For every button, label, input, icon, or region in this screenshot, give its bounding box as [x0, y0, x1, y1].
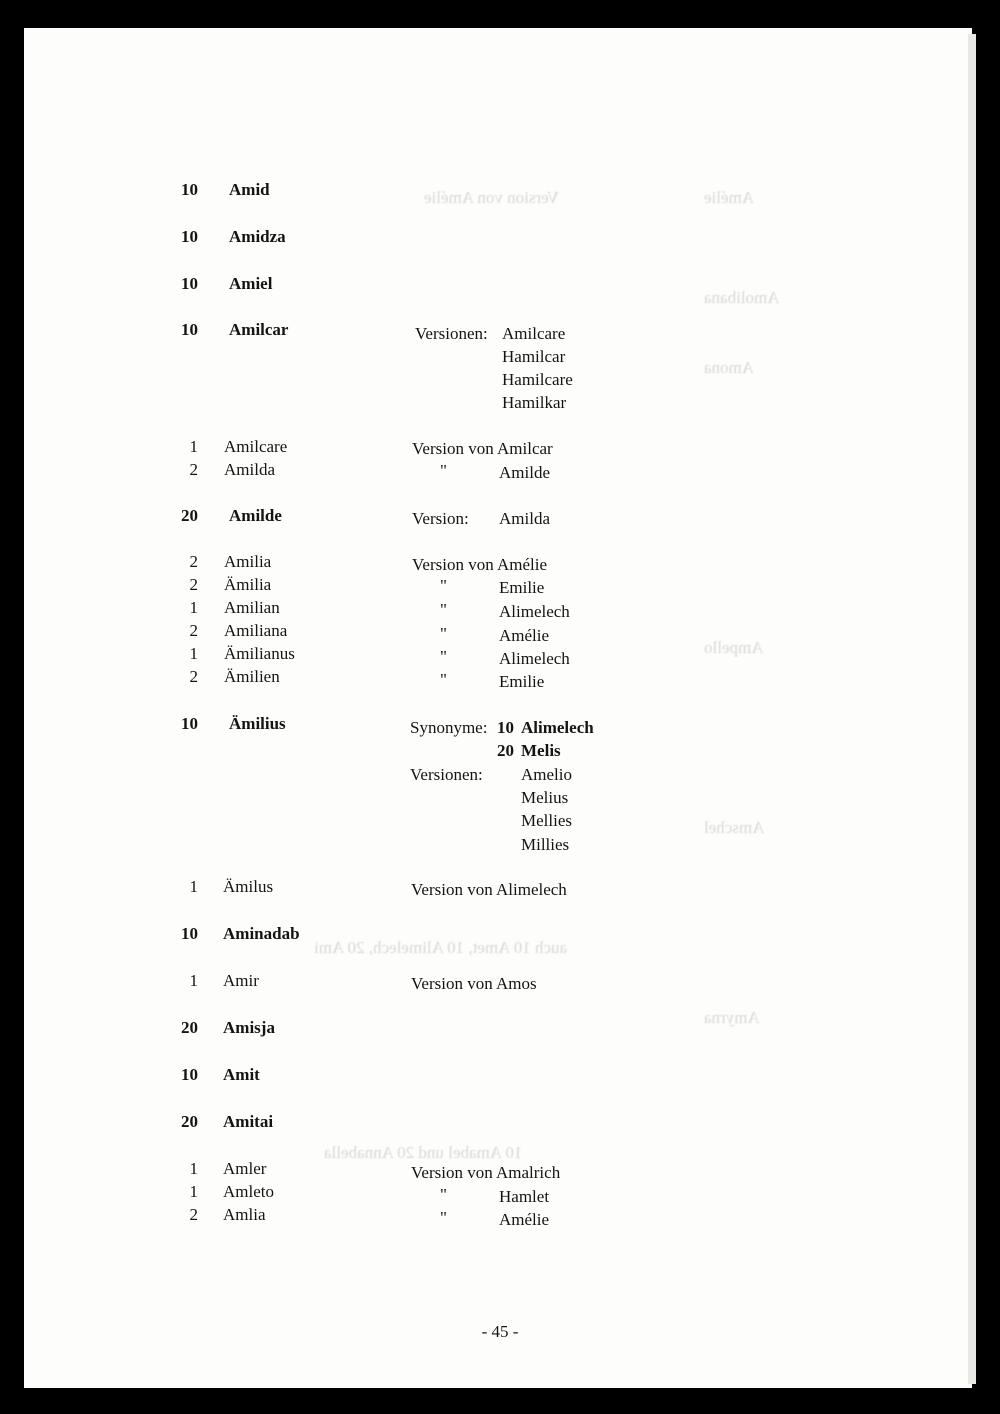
- note-value: Mellies: [521, 811, 572, 830]
- entry-number: 10: [181, 1065, 198, 1084]
- entry-name: Amler: [223, 1159, 267, 1178]
- note-label: Version:: [412, 509, 469, 528]
- synonym-name: Melis: [521, 741, 561, 760]
- entry-number: 1: [189, 644, 198, 663]
- entry-number: 1: [189, 971, 198, 990]
- note-value: Emilie: [499, 578, 545, 597]
- entry-name: Amilia: [224, 552, 272, 571]
- ditto-mark: ": [440, 576, 447, 595]
- bleed-through-text: 10 Amabel und 20 Annabella: [324, 1143, 523, 1162]
- entry-name: Amid: [229, 180, 270, 199]
- note-value: Melius: [521, 788, 569, 807]
- synonym-number: 20: [497, 741, 514, 760]
- note-value: Hamilcar: [502, 347, 566, 366]
- synonym-name: Alimelech: [521, 718, 594, 737]
- bleed-through-text: Amolibana: [704, 288, 780, 307]
- ditto-mark: ": [440, 600, 447, 619]
- entry-name: Amilcare: [224, 437, 288, 456]
- note-label: Versionen:: [410, 765, 483, 784]
- ditto-mark: ": [440, 624, 447, 643]
- note-value: Alimelech: [499, 649, 570, 668]
- entry-number: 2: [189, 552, 198, 571]
- page-number: - 45 -: [481, 1322, 519, 1341]
- bleed-through-text: Ampello: [704, 638, 764, 657]
- ditto-mark: ": [440, 647, 447, 666]
- entry-name: Ämilianus: [224, 644, 295, 663]
- entry-number: 1: [189, 1159, 198, 1178]
- note-value: Hamilkar: [502, 393, 567, 412]
- entry-number: 1: [189, 437, 198, 456]
- entry-number: 1: [189, 1182, 198, 1201]
- entry-number: 2: [189, 667, 198, 686]
- note-text: Version von Amélie: [412, 555, 548, 574]
- note-value: Hamlet: [499, 1187, 550, 1206]
- entry-name: Amisja: [223, 1018, 275, 1037]
- entry-name: Amlia: [223, 1205, 266, 1224]
- entry-number: 20: [181, 506, 198, 525]
- note-value: Millies: [521, 835, 570, 854]
- note-value: Amélie: [499, 1210, 550, 1229]
- note-value: Hamilcare: [502, 370, 573, 389]
- bleed-through-text: Amyrna: [704, 1008, 760, 1027]
- note-value: Alimelech: [499, 602, 570, 621]
- entry-name: Amilde: [229, 506, 282, 525]
- note-text: Version von Alimelech: [411, 880, 567, 899]
- entry-name: Amleto: [223, 1182, 274, 1201]
- entry-name: Aminadab: [223, 924, 300, 943]
- bleed-through-text: auch 10 Amet, 10 Alimelech, 20 Ami: [314, 938, 568, 957]
- entry-name: Amiel: [229, 274, 273, 293]
- bleed-through-text: Amélie: [704, 188, 755, 207]
- entry-number: 10: [181, 180, 198, 199]
- synonym-number: 10: [497, 718, 514, 737]
- ditto-mark: ": [440, 461, 447, 480]
- entry-name: Amilda: [224, 460, 275, 479]
- ditto-mark: ": [440, 1185, 447, 1204]
- entry-name: Ämilius: [229, 714, 286, 733]
- note-label: Versionen:: [415, 324, 488, 343]
- entry-number: 2: [189, 575, 198, 594]
- entry-number: 10: [181, 320, 198, 339]
- entry-number: 1: [189, 877, 198, 896]
- note-label: Synonyme:: [410, 718, 488, 737]
- note-text: Version von Amalrich: [411, 1163, 561, 1182]
- entry-name: Amir: [223, 971, 259, 990]
- entry-number: 2: [189, 621, 198, 640]
- note-value: Amilcare: [502, 324, 566, 343]
- entry-name: Amilcar: [229, 320, 289, 339]
- entry-name: Amitai: [223, 1112, 274, 1131]
- ditto-mark: ": [440, 1208, 447, 1227]
- entry-number: 2: [189, 460, 198, 479]
- note-value: Amelio: [521, 765, 572, 784]
- entry-number: 10: [181, 227, 198, 246]
- entry-number: 10: [181, 924, 198, 943]
- entry-name: Ämilia: [224, 575, 272, 594]
- note-value: Amilda: [499, 509, 550, 528]
- bleed-through-text: Version von Amélie: [424, 188, 560, 207]
- note-value: Amélie: [499, 626, 550, 645]
- note-value: Amilde: [499, 463, 550, 482]
- ditto-mark: ": [440, 670, 447, 689]
- entry-number: 1: [189, 598, 198, 617]
- entry-number: 20: [181, 1018, 198, 1037]
- entry-name: Ämilus: [223, 877, 274, 896]
- entry-name: Amit: [223, 1065, 260, 1084]
- bleed-through-text: Amschel: [704, 818, 765, 837]
- bleed-through-text: Amona: [704, 358, 755, 377]
- entry-number: 10: [181, 274, 198, 293]
- note-value: Emilie: [499, 672, 545, 691]
- note-text: Version von Amos: [411, 974, 537, 993]
- note-text: Version von Amilcar: [412, 439, 553, 458]
- entry-name: Ämilien: [224, 667, 280, 686]
- entry-name: Amiliana: [224, 621, 288, 640]
- entry-number: 10: [181, 714, 198, 733]
- entry-number: 2: [189, 1205, 198, 1224]
- entry-name: Amilian: [224, 598, 280, 617]
- entry-name: Amidza: [229, 227, 286, 246]
- entry-number: 20: [181, 1112, 198, 1131]
- page-edge: [968, 34, 976, 1384]
